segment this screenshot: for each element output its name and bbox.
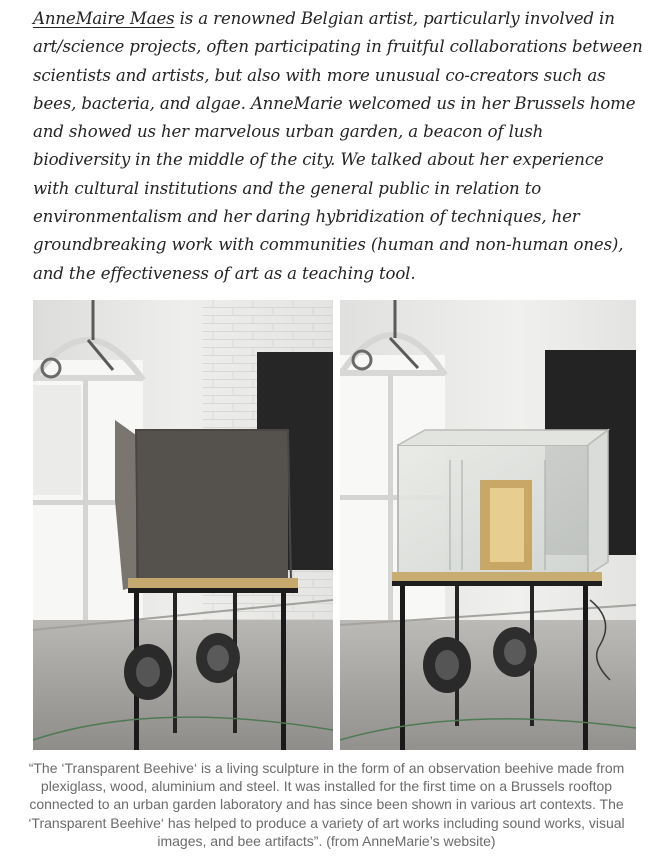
intro-body-text: is a renowned Belgian artist, particularly involved in art/science projects, often participating in fruitful collaborations between scientists and artists, but also with more unusual co-creators such as bees, bacteria, and algae. AnneMarie welcomed us in her Brussels home and showed us her marvelous urban garden, a beacon of lush biodiversity in the middle of the city. We talked about her experience with cultural institutions and the general public in relation to environmentalism and her daring hybridization of techniques, her groundbreaking work with communities (human and non-human ones), and the effectiveness of art as a teaching tool. <box>33 9 643 283</box>
artist-name-link[interactable]: AnneMaire Maes <box>33 9 175 28</box>
figure-caption: “The ‘Transparent Beehive‘ is a living sculpture in the form of an observation beehive made from plexiglass, wood, aluminium and steel. It was installed for the first time on a Brussels rooftop connected to an urban garden laboratory and has since been shown in various art contexts. The ‘Transparent Beehive‘ has helped to produce a variety of art works including sound works, visual images, and bee artifacts”. (from AnneMarie’s website) <box>28 760 625 849</box>
beehive-photo-figure <box>33 300 636 750</box>
covered-beehive-photo <box>33 300 333 750</box>
intro-paragraph <box>33 5 643 288</box>
transparent-beehive-photo <box>340 300 636 750</box>
